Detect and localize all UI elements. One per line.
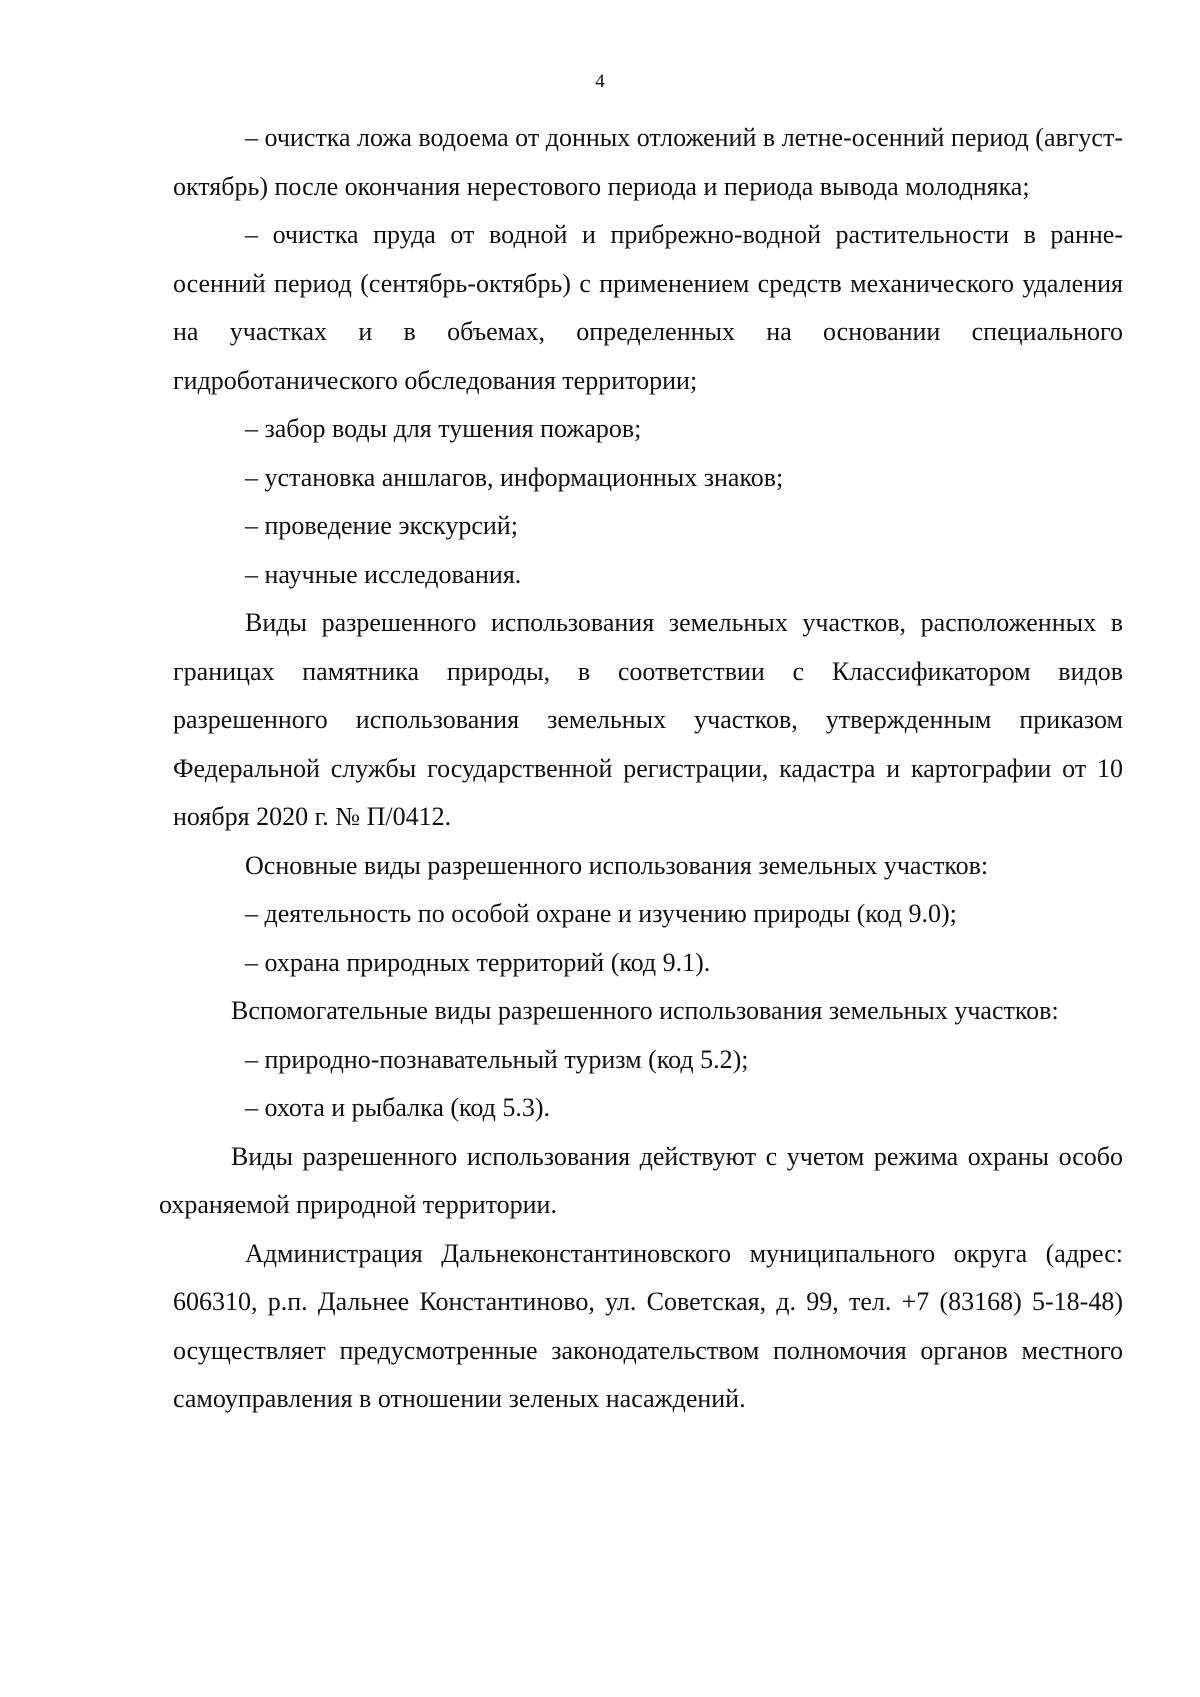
list-item-code-9-1: – охрана природных территорий (код 9.1). [245, 947, 711, 977]
list-item-research: – научные исследования. [245, 559, 522, 589]
list-item-code-9-0: – деятельность по особой охране и изучению природы (код 9.0); [245, 899, 957, 928]
list-item-fire-water: – забор воды для тушения пожаров; [245, 414, 642, 443]
list-item-code-5-2: – природно-познавательный туризм (код 5.2); [245, 1044, 749, 1074]
paragraph-administration: Администрация Дальнеконстантиновского муниципального округа (адрес: 606310, р.п. Дальнее Константиново, ул. Советская, д. 99, тел. +7 (83168) 5-18-48) осуществляет предусмотренные законодательством полномочия органов местного самоуправления в отношении зеленых насаждений. [173, 1238, 1123, 1413]
paragraph-land-use-types: Виды разрешенного использования земельных участков, расположенных в границах памятника природы, в соответствии с Классификатором видов разрешенного использования земельных участков, утвержденным приказом Федеральной службы государственной регистрации, кадастра и картографии от 10 ноября 2020 г. № П/0412. [173, 608, 1123, 831]
page-number: 4 [595, 71, 605, 92]
list-item-signs: – установка аншлагов, информационных знаков; [245, 462, 784, 492]
list-item-excursions: – проведение экскурсий; [245, 511, 518, 540]
paragraph-main-uses-heading: Основные виды разрешенного использования земельных участков: [245, 850, 989, 880]
paragraph-auxiliary-uses-heading: Вспомогательные виды разрешенного использования земельных участков: [231, 996, 1059, 1025]
paragraph-protection-regime: Виды разрешенного использования действуют с учетом режима охраны особо охраняемой природной территории. [159, 1141, 1123, 1219]
list-item-code-5-3: – охота и рыбалка (код 5.3). [245, 1093, 550, 1122]
paragraph-bottom-cleaning: – очистка ложа водоема от донных отложений в летне-осенний период (август-октябрь) после окончания нерестового периода и периода вывода молодняка; [173, 123, 1123, 201]
document-body [159, 114, 1123, 1424]
paragraph-vegetation-cleaning: – очистка пруда от водной и прибрежно-водной растительности в ранне-осенний период (сентябрь-октябрь) с применением средств механического удаления на участках и в объемах, определенных на основании специального гидроботанического обследования территории; [173, 220, 1123, 395]
